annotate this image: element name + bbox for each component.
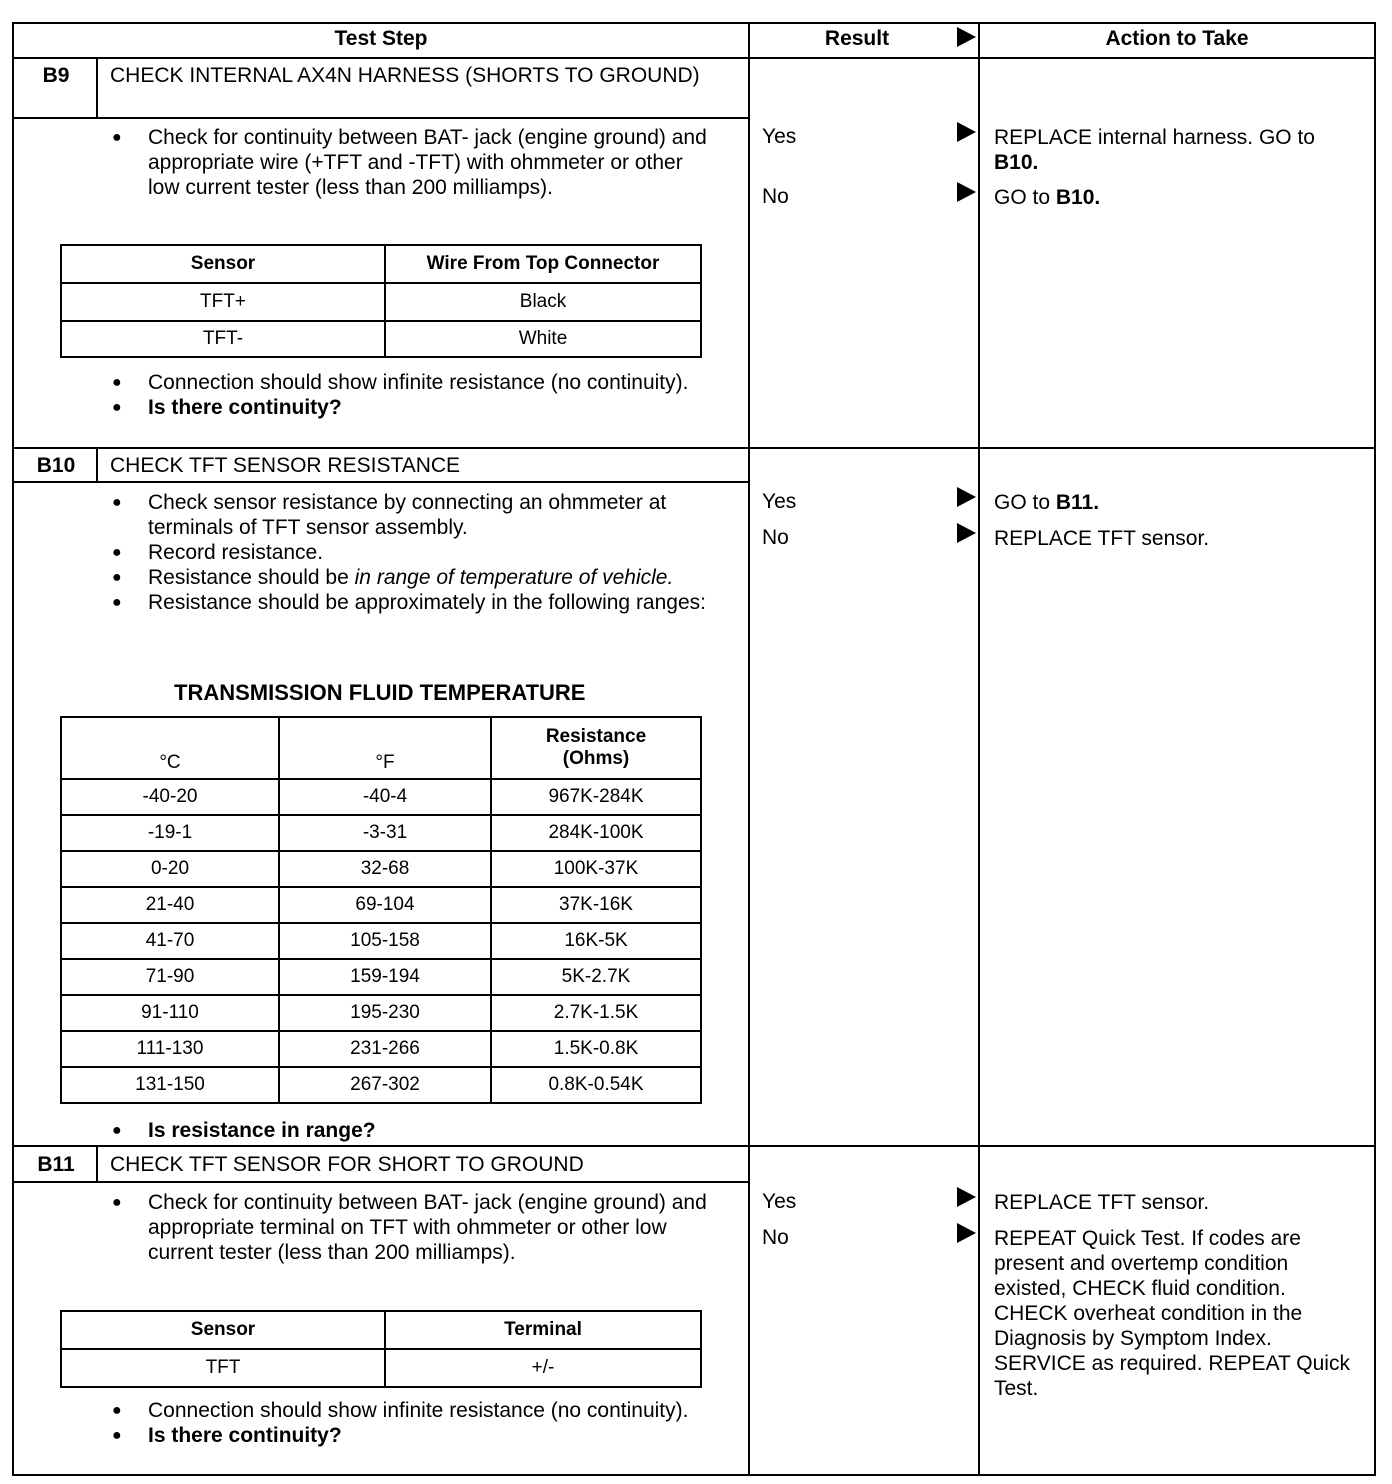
table-header: Sensor: [61, 1311, 385, 1349]
list-item: ● Check for continuity between BAT- jack (engine ground) and appropriate terminal on TFT with ohmmeter or other low current tester (less than 200 milliamps).: [110, 1190, 720, 1265]
step-title-b9: CHECK INTERNAL AX4N HARNESS (SHORTS TO GROUND): [110, 64, 700, 87]
table-cell: -40-20: [61, 779, 279, 815]
table-cell: 284K-100K: [491, 815, 701, 851]
table-cell: 159-194: [279, 959, 491, 995]
table-cell: 111-130: [61, 1031, 279, 1067]
step-id-b9: B9: [42, 64, 70, 87]
table-cell: 16K-5K: [491, 923, 701, 959]
diagnostic-table: [12, 22, 1376, 1476]
arrow-icon: [957, 487, 976, 507]
table-cell: 231-266: [279, 1031, 491, 1067]
table-cell: 967K-284K: [491, 779, 701, 815]
table-cell: 91-110: [61, 995, 279, 1031]
table-header: Terminal: [385, 1311, 701, 1349]
list-item: ● Check sensor resistance by connecting an ohmmeter at terminals of TFT sensor assembly.: [110, 490, 720, 540]
b9-instructions: [110, 125, 720, 200]
arrow-icon: [957, 182, 976, 202]
table-cell: TFT: [61, 1349, 385, 1387]
header-result: Result: [824, 27, 890, 50]
table-cell: 32-68: [279, 851, 491, 887]
b9-instructions-2: [110, 370, 720, 420]
table-cell: TFT-: [61, 321, 385, 357]
table-cell: 37K-16K: [491, 887, 701, 923]
table-cell: White: [385, 321, 701, 357]
list-item: ● Is there continuity?: [110, 395, 720, 420]
list-item: ● Connection should show infinite resistance (no continuity).: [110, 370, 720, 395]
header-test-step: Test Step: [334, 27, 428, 50]
table-cell: 100K-37K: [491, 851, 701, 887]
b9-action-yes: REPLACE internal harness. GO to B10.: [994, 126, 1315, 174]
b11-terminal-table: [60, 1310, 702, 1388]
table-cell: 131-150: [61, 1067, 279, 1103]
arrow-icon: [957, 523, 976, 543]
table-cell: -19-1: [61, 815, 279, 851]
b11-title-rule: [14, 1181, 750, 1183]
table-header: °C: [61, 717, 279, 779]
b9-title-rule: [14, 117, 750, 119]
row-rule-b9-b10: [14, 447, 1374, 449]
table-cell: +/-: [385, 1349, 701, 1387]
b11-result-no: No: [762, 1226, 789, 1249]
table-header: Sensor: [61, 245, 385, 283]
b10-result-yes: Yes: [762, 490, 797, 513]
b10-action-no: REPLACE TFT sensor.: [994, 527, 1210, 550]
table-cell: 267-302: [279, 1067, 491, 1103]
b11-action-yes: REPLACE TFT sensor.: [994, 1191, 1210, 1214]
b10-title-rule: [14, 481, 750, 483]
table-cell: 1.5K-0.8K: [491, 1031, 701, 1067]
b10-action-yes: GO to B11.: [994, 491, 1100, 514]
arrow-icon: [957, 1187, 976, 1207]
b9-wire-table: [60, 244, 702, 358]
b11-instructions: [110, 1190, 720, 1265]
row-rule-b10-b11: [14, 1145, 1374, 1147]
table-header: Resistance (Ohms): [491, 717, 701, 779]
table-cell: Black: [385, 283, 701, 321]
table-cell: 0-20: [61, 851, 279, 887]
table-cell: 41-70: [61, 923, 279, 959]
list-item: ● Resistance should be in range of temperature of vehicle.: [110, 565, 720, 590]
table-cell: 5K-2.7K: [491, 959, 701, 995]
b11-action-no: REPEAT Quick Test. If codes are present and overtemp condition existed, CHECK fluid condition. CHECK overheat condition in the Diagnosis by Symptom Index. SERVICE as required. REPEAT Quick Test.: [994, 1227, 1350, 1400]
table-cell: -3-31: [279, 815, 491, 851]
b10-question: [110, 1118, 720, 1143]
step-title-b10: CHECK TFT SENSOR RESISTANCE: [110, 454, 461, 477]
arrow-icon: [957, 1223, 976, 1243]
table-header: Wire From Top Connector: [385, 245, 701, 283]
divider-action-column: [978, 24, 980, 1474]
table-cell: 2.7K-1.5K: [491, 995, 701, 1031]
b10-instructions: [110, 490, 720, 615]
arrow-icon: [957, 122, 976, 142]
list-item: ● Is there continuity?: [110, 1423, 720, 1448]
divider-result-column: [748, 24, 750, 1474]
table-cell: 105-158: [279, 923, 491, 959]
table-cell: 0.8K-0.54K: [491, 1067, 701, 1103]
b10-result-no: No: [762, 526, 789, 549]
list-item: ● Record resistance.: [110, 540, 720, 565]
list-item: ● Check for continuity between BAT- jack (engine ground) and appropriate wire (+TFT and -TFT) with ohmmeter or other low current tester (less than 200 milliamps).: [110, 125, 720, 200]
table-cell: 195-230: [279, 995, 491, 1031]
header-rule: [14, 57, 1374, 59]
step-id-b11: B11: [37, 1153, 75, 1176]
header-action: Action to Take: [1105, 27, 1249, 50]
tft-resistance-table: [60, 716, 702, 1104]
b11-result-yes: Yes: [762, 1190, 797, 1213]
table-cell: TFT+: [61, 283, 385, 321]
table-cell: 69-104: [279, 887, 491, 923]
table-cell: -40-4: [279, 779, 491, 815]
b11-instructions-2: [110, 1398, 720, 1448]
b9-action-no: GO to B10.: [994, 186, 1101, 209]
table-cell: 71-90: [61, 959, 279, 995]
b9-result-yes: Yes: [762, 125, 797, 148]
list-item: ● Is resistance in range?: [110, 1118, 720, 1143]
list-item: ● Connection should show infinite resistance (no continuity).: [110, 1398, 720, 1423]
step-id-b10: B10: [36, 454, 76, 477]
tft-table-title: TRANSMISSION FLUID TEMPERATURE: [174, 680, 586, 705]
b9-result-no: No: [762, 185, 789, 208]
step-title-b11: CHECK TFT SENSOR FOR SHORT TO GROUND: [110, 1153, 584, 1176]
header-arrow-icon: [957, 27, 976, 47]
table-header: °F: [279, 717, 491, 779]
list-item: ● Resistance should be approximately in the following ranges:: [110, 590, 720, 615]
table-cell: 21-40: [61, 887, 279, 923]
